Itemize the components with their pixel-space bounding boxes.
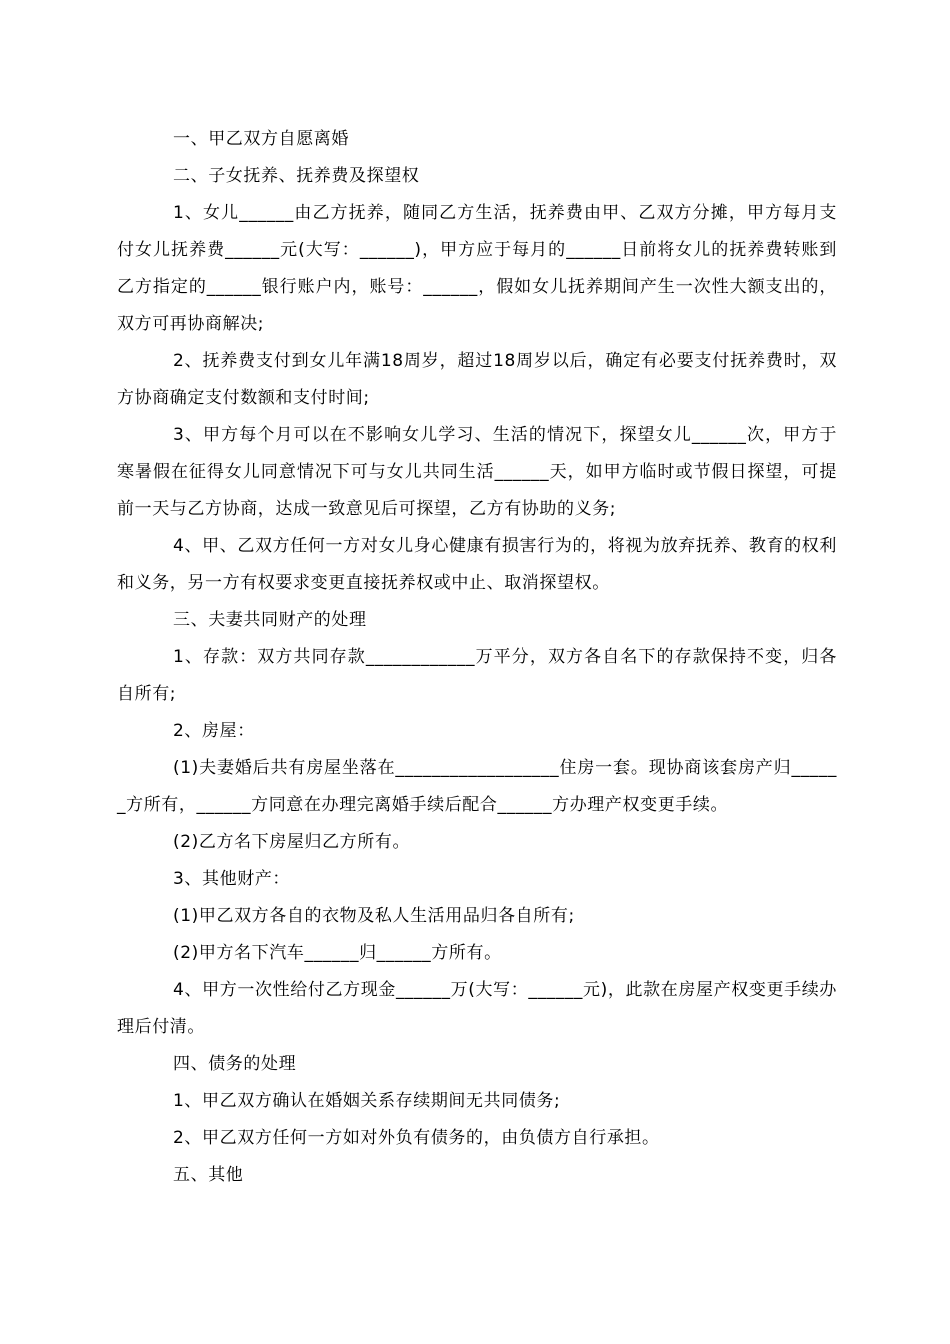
clause-paragraph: (2)甲方名下汽车______归______方所有。 [173,943,502,963]
clause-paragraph: 2、抚养费支付到女儿年满18周岁，超过18周岁以后，确定有必要支付抚养费时，双方协商确定支付数额和支付时间; [117,351,837,408]
clause-paragraph: 2、甲乙双方任何一方如对外负有债务的，由负债方自行承担。 [173,1128,660,1148]
section-heading: 五、其他 [173,1165,244,1185]
clause-paragraph: 3、其他财产： [173,869,291,889]
clause-paragraph: 2、房屋： [173,721,255,741]
clause-paragraph: (2)乙方名下房屋归乙方所有。 [173,832,411,852]
clause-paragraph: (1)夫妻婚后共有房屋坐落在__________________住房一套。现协商该套房产归______方所有，______方同意在办理完离婚手续后配合______方办理产权变更手续。 [117,758,837,815]
clause-paragraph: (1)甲乙双方各自的衣物及私人生活用品归各自所有; [173,906,575,926]
clause-paragraph: 1、女儿______由乙方抚养，随同乙方生活，抚养费由甲、乙双方分摊，甲方每月支付女儿抚养费______元(大写：______)，甲方应于每月的______日前将女儿的抚养费转账到乙方指定的______银行账户内，账号：______，假如女儿抚养期间产生一次性大额支出的，双方可再协商解决; [117,203,837,334]
clause-paragraph: 4、甲方一次性给付乙方现金______万(大写：______元)，此款在房屋产权变更手续办理后付清。 [117,980,837,1037]
section-heading: 一、甲乙双方自愿离婚 [173,129,349,149]
document-body [117,121,837,1194]
section-heading: 三、夫妻共同财产的处理 [173,610,367,630]
clause-paragraph: 4、甲、乙双方任何一方对女儿身心健康有损害行为的，将视为放弃抚养、教育的权利和义务，另一方有权要求变更直接抚养权或中止、取消探望权。 [117,536,837,593]
section-heading: 四、债务的处理 [173,1054,297,1074]
clause-paragraph: 1、存款：双方共同存款____________万平分，双方各自名下的存款保持不变，归各自所有; [117,647,837,704]
section-heading: 二、子女抚养、抚养费及探望权 [173,166,420,186]
clause-paragraph: 1、甲乙双方确认在婚姻关系存续期间无共同债务; [173,1091,561,1111]
clause-paragraph: 3、甲方每个月可以在不影响女儿学习、生活的情况下，探望女儿______次，甲方于寒暑假在征得女儿同意情况下可与女儿共同生活______天，如甲方临时或节假日探望，可提前一天与乙方协商，达成一致意见后可探望，乙方有协助的义务; [117,425,837,519]
